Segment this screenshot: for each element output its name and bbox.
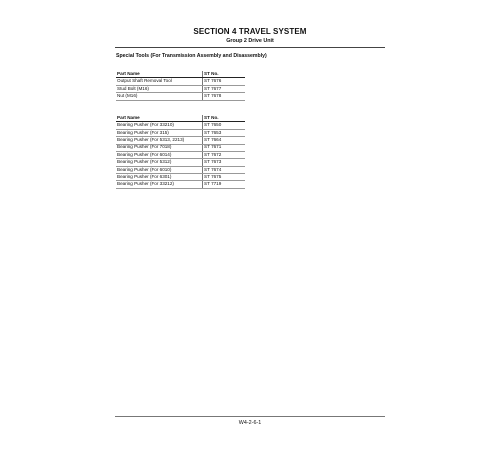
column-header-part-name: Part Name bbox=[116, 115, 203, 122]
table-row bbox=[116, 137, 245, 144]
column-header-st-no: ST No. bbox=[203, 115, 246, 122]
st-no-cell: ST 7674 bbox=[203, 166, 246, 173]
part-name-cell: Bearing Pusher (For 5312) bbox=[116, 159, 203, 166]
st-no-cell: ST 7650 bbox=[203, 122, 246, 129]
part-name-cell: Output Shaft Removal Tool bbox=[116, 78, 203, 85]
st-no-cell: ST 7719 bbox=[203, 181, 246, 188]
table-row bbox=[116, 151, 245, 158]
part-name-cell: Bearing Pusher (For 5313, 2213) bbox=[116, 137, 203, 144]
st-no-cell: ST 7678 bbox=[203, 93, 246, 100]
part-name-cell: Bearing Pusher (For 6014) bbox=[116, 151, 203, 158]
table-row bbox=[116, 78, 245, 85]
tools-table-1 bbox=[116, 71, 245, 101]
section-title: SECTION 4 TRAVEL SYSTEM bbox=[193, 27, 307, 36]
table-row bbox=[116, 174, 245, 181]
column-header-st-no: ST No. bbox=[203, 71, 246, 78]
table-row bbox=[116, 181, 245, 188]
table-header-row bbox=[116, 115, 245, 122]
table-header-row bbox=[116, 71, 245, 78]
table-row bbox=[116, 159, 245, 166]
header-divider bbox=[115, 47, 385, 48]
st-no-cell: ST 7676 bbox=[203, 78, 246, 85]
st-no-cell: ST 7677 bbox=[203, 85, 246, 92]
table-row bbox=[116, 144, 245, 151]
part-name-cell: Nut (M16) bbox=[116, 93, 203, 100]
st-no-cell: ST 7671 bbox=[203, 144, 246, 151]
column-header-part-name: Part Name bbox=[116, 71, 203, 78]
table-row bbox=[116, 93, 245, 100]
table-row bbox=[116, 85, 245, 92]
part-name-cell: Bearing Pusher (For 7018) bbox=[116, 144, 203, 151]
st-no-cell: ST 7673 bbox=[203, 159, 246, 166]
part-name-cell: Bearing Pusher (For 6010) bbox=[116, 166, 203, 173]
tools-table-2 bbox=[116, 115, 245, 189]
st-no-cell: ST 7664 bbox=[203, 137, 246, 144]
st-no-cell: ST 7653 bbox=[203, 129, 246, 136]
part-name-cell: Bearing Pusher (For 33212) bbox=[116, 181, 203, 188]
table-row bbox=[116, 166, 245, 173]
page-number: W4-2-6-1 bbox=[238, 420, 262, 426]
part-name-cell: Stud Bolt (M16) bbox=[116, 85, 203, 92]
group-title: Group 2 Drive Unit bbox=[226, 38, 274, 44]
footer-divider bbox=[115, 416, 385, 417]
table-row bbox=[116, 129, 245, 136]
part-name-cell: Bearing Pusher (For 315) bbox=[116, 129, 203, 136]
part-name-cell: Bearing Pusher (For 33210) bbox=[116, 122, 203, 129]
table-row bbox=[116, 122, 245, 129]
st-no-cell: ST 7675 bbox=[203, 174, 246, 181]
st-no-cell: ST 7672 bbox=[203, 151, 246, 158]
special-tools-heading: Special Tools (For Transmission Assembly and Disassembly) bbox=[116, 53, 267, 59]
part-name-cell: Bearing Pusher (For 6301) bbox=[116, 174, 203, 181]
